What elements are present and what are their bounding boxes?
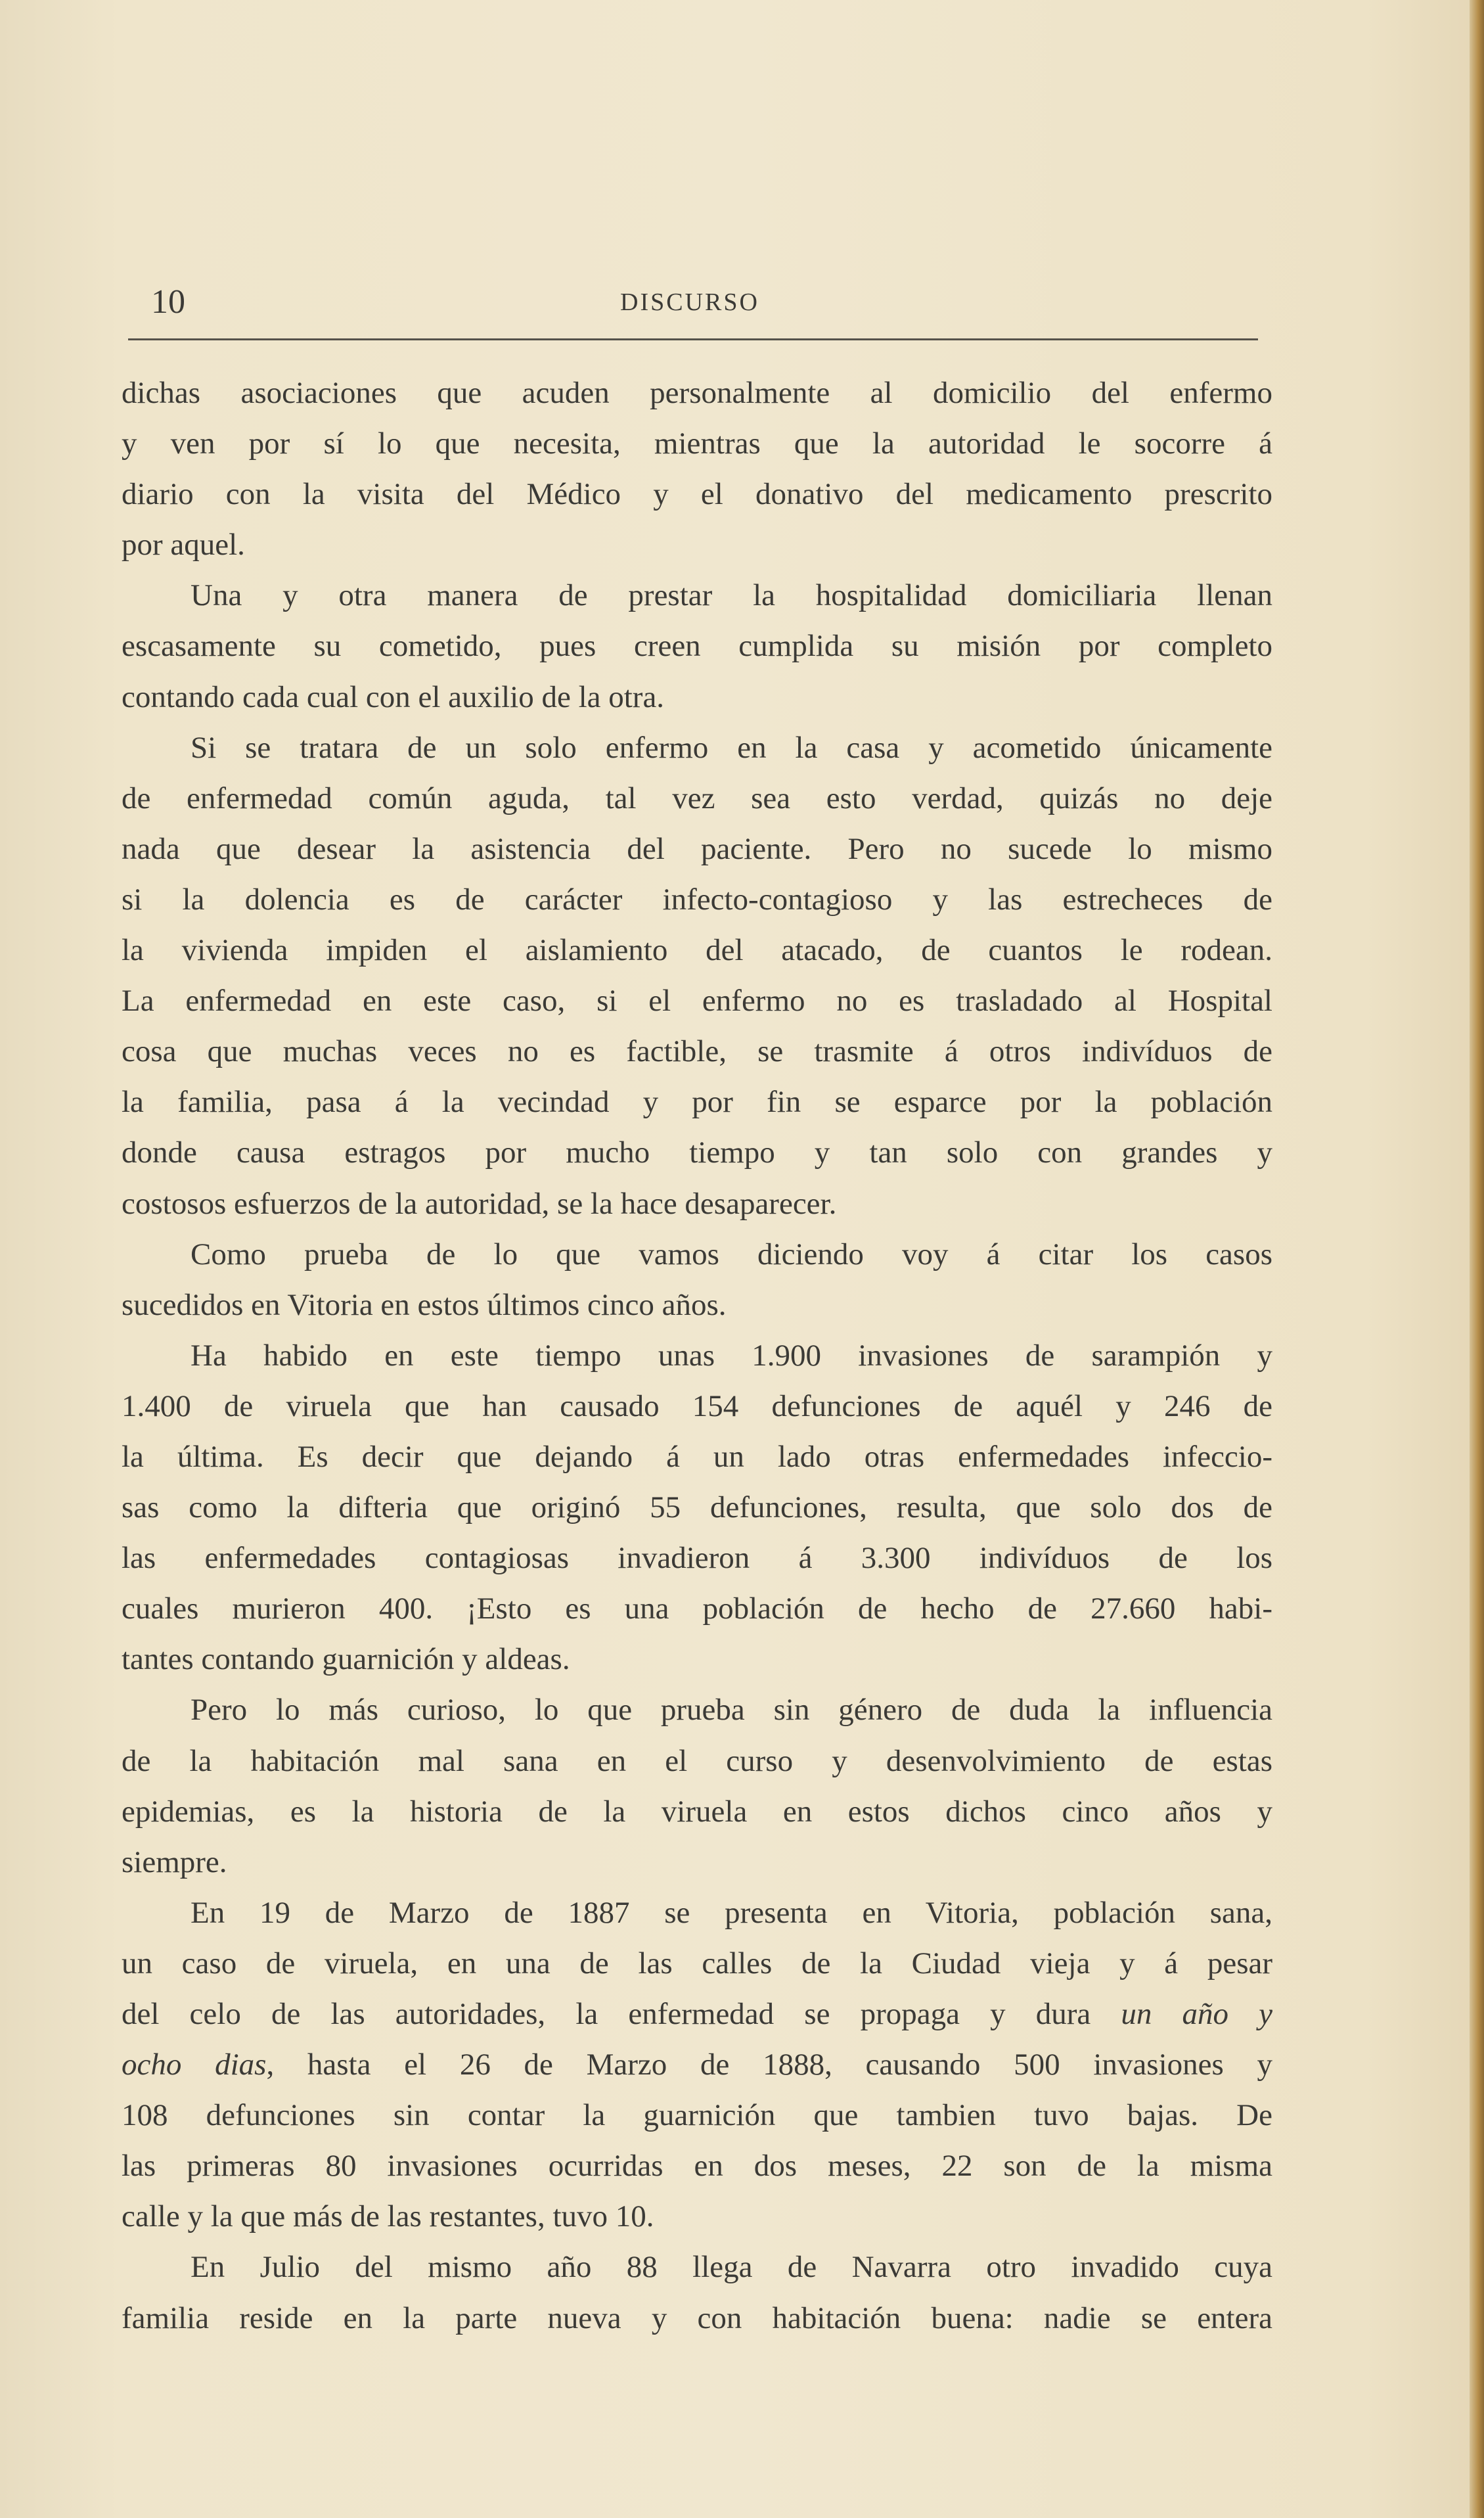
- text-line: [122, 976, 1272, 1026]
- page-header: [112, 276, 1268, 329]
- text-line: [122, 1128, 1272, 1178]
- text-line: [122, 1077, 1272, 1128]
- text-line-content: 108 defunciones sin contar la guarnición que tambien tuvo bajas. De: [122, 2098, 1272, 2133]
- text-line: [122, 1026, 1272, 1077]
- text-line-content: Pero lo más curioso, lo que prueba sin género de duda la influencia: [191, 1693, 1272, 1728]
- text-line: [122, 2141, 1272, 2191]
- text-line-content: , hasta el 26 de Marzo de 1888, causando 500 invasiones y: [266, 2048, 1272, 2082]
- text-line-content: escasamente su cometido, pues creen cumplida su misión por completo: [122, 629, 1272, 664]
- text-line: [122, 773, 1272, 824]
- text-line: [122, 672, 1272, 723]
- running-head: DISCURSO: [620, 288, 759, 316]
- text-line: [122, 1179, 1272, 1229]
- text-line-content: del celo de las autoridades, la enfermedad se propaga y dura: [122, 1997, 1121, 2031]
- text-line-content: dichas asociaciones que acuden personalmente al domicilio del enfermo: [122, 376, 1272, 410]
- text-line: [122, 824, 1272, 875]
- text-line: [122, 621, 1272, 672]
- text-line-content: familia reside en la parte nueva y con habitación buena: nadie se entera: [122, 2301, 1272, 2335]
- text-line-content: diario con la visita del Médico y el donativo del medicamento prescrito: [122, 477, 1272, 512]
- text-line: [122, 2242, 1272, 2293]
- text-line-content: donde causa estragos por mucho tiempo y tan solo con grandes y: [122, 1135, 1272, 1170]
- text-line-content: las enfermedades contagiosas invadieron á 3.300 indivíduos de los: [122, 1541, 1272, 1576]
- text-line: [122, 1381, 1272, 1432]
- text-line: [122, 1685, 1272, 1735]
- page-edge: [1470, 0, 1484, 2518]
- text-line: [122, 925, 1272, 976]
- text-line: [122, 1989, 1272, 2040]
- text-line-content: costosos esfuerzos de la autoridad, se la hace desaparecer.: [122, 1186, 837, 1221]
- text-line: [122, 520, 1272, 570]
- text-line-content: un caso de viruela, en una de las calles de la Ciudad vieja y á pesar: [122, 1946, 1272, 1980]
- text-line-content: por aquel.: [122, 528, 245, 562]
- text-line-content: cuales murieron 400. ¡Esto es una población de hecho de 27.660 habi-: [122, 1591, 1272, 1626]
- text-line: [122, 1787, 1272, 1837]
- text-line: [122, 2191, 1272, 2242]
- text-line-content: la última. Es decir que dejando á un lado otras enfermedades infeccio-: [122, 1439, 1272, 1474]
- text-line: [122, 1837, 1272, 1888]
- text-line: [122, 2293, 1272, 2344]
- text-line: [122, 1888, 1272, 1938]
- text-line-content: Como prueba de lo que vamos diciendo voy á citar los casos: [191, 1237, 1272, 1271]
- text-line: [122, 875, 1272, 925]
- text-line: [122, 419, 1272, 469]
- text-line-content: La enfermedad en este caso, si el enfermo no es trasladado al Hospital: [122, 984, 1272, 1019]
- text-line: [122, 1736, 1272, 1787]
- text-line: [122, 1280, 1272, 1331]
- text-line-content: En Julio del mismo año 88 llega de Navarra otro invadido cuya: [191, 2250, 1272, 2285]
- text-line-content: la familia, pasa á la vecindad y por fin se esparce por la población: [122, 1085, 1272, 1120]
- text-line-content: 1.400 de viruela que han causado 154 defunciones de aquél y 246 de: [122, 1388, 1272, 1423]
- text-line: [122, 1938, 1272, 1989]
- text-line-content: la vivienda impiden el aislamiento del atacado, de cuantos le rodean.: [122, 933, 1272, 968]
- header-rule: [128, 338, 1258, 340]
- text-line: [122, 1634, 1272, 1685]
- text-line: [122, 1432, 1272, 1482]
- text-line: [122, 1331, 1272, 1381]
- text-line-content: tantes contando guarnición y aldeas.: [122, 1642, 570, 1677]
- text-line-content: cosa que muchas veces no es factible, se trasmite á otros indivíduos de: [122, 1034, 1272, 1069]
- text-line-content: Una y otra manera de prestar la hospitalidad domiciliaria llenan: [191, 578, 1272, 613]
- text-line: [122, 1482, 1272, 1533]
- text-line-content: epidemias, es la historia de la viruela en estos dichos cinco años y: [122, 1794, 1272, 1829]
- text-line: [122, 2040, 1272, 2090]
- text-line: [122, 368, 1272, 419]
- text-line-content: de enfermedad común aguda, tal vez sea esto verdad, quizás no deje: [122, 781, 1272, 815]
- text-line-content: siempre.: [122, 1844, 227, 1879]
- italic-text: ocho dias: [122, 2048, 267, 2082]
- italic-text: un año y: [1121, 1997, 1272, 2031]
- text-line-content: sas como la difteria que originó 55 defunciones, resulta, que solo dos de: [122, 1490, 1272, 1525]
- text-line-content: Si se tratara de un solo enfermo en la casa y acometido únicamente: [191, 730, 1272, 765]
- text-line-content: nada que desear la asistencia del paciente. Pero no sucede lo mismo: [122, 831, 1272, 866]
- text-line-content: sucedidos en Vitoria en estos últimos cinco años.: [122, 1287, 727, 1322]
- text-line-content: de la habitación mal sana en el curso y desenvolvimiento de estas: [122, 1743, 1272, 1778]
- body-text: [122, 368, 1272, 2344]
- text-line: [122, 570, 1272, 621]
- text-line: [122, 469, 1272, 520]
- text-line-content: y ven por sí lo que necesita, mientras que la autoridad le socorre á: [122, 426, 1272, 461]
- text-line-content: En 19 de Marzo de 1887 se presenta en Vitoria, población sana,: [191, 1895, 1272, 1930]
- text-line-content: si la dolencia es de carácter infecto-contagioso y las estrecheces de: [122, 882, 1272, 917]
- text-line: [122, 1229, 1272, 1280]
- text-line: [122, 2090, 1272, 2141]
- text-line: [122, 1584, 1272, 1634]
- text-line: [122, 1533, 1272, 1584]
- page-number: 10: [151, 283, 185, 321]
- text-line-content: las primeras 80 invasiones ocurridas en dos meses, 22 son de la misma: [122, 2149, 1272, 2184]
- text-line-content: contando cada cual con el auxilio de la otra.: [122, 679, 665, 714]
- text-line-content: Ha habido en este tiempo unas 1.900 invasiones de sarampión y: [191, 1338, 1272, 1373]
- text-line-content: calle y la que más de las restantes, tuvo 10.: [122, 2199, 654, 2234]
- text-line: [122, 723, 1272, 773]
